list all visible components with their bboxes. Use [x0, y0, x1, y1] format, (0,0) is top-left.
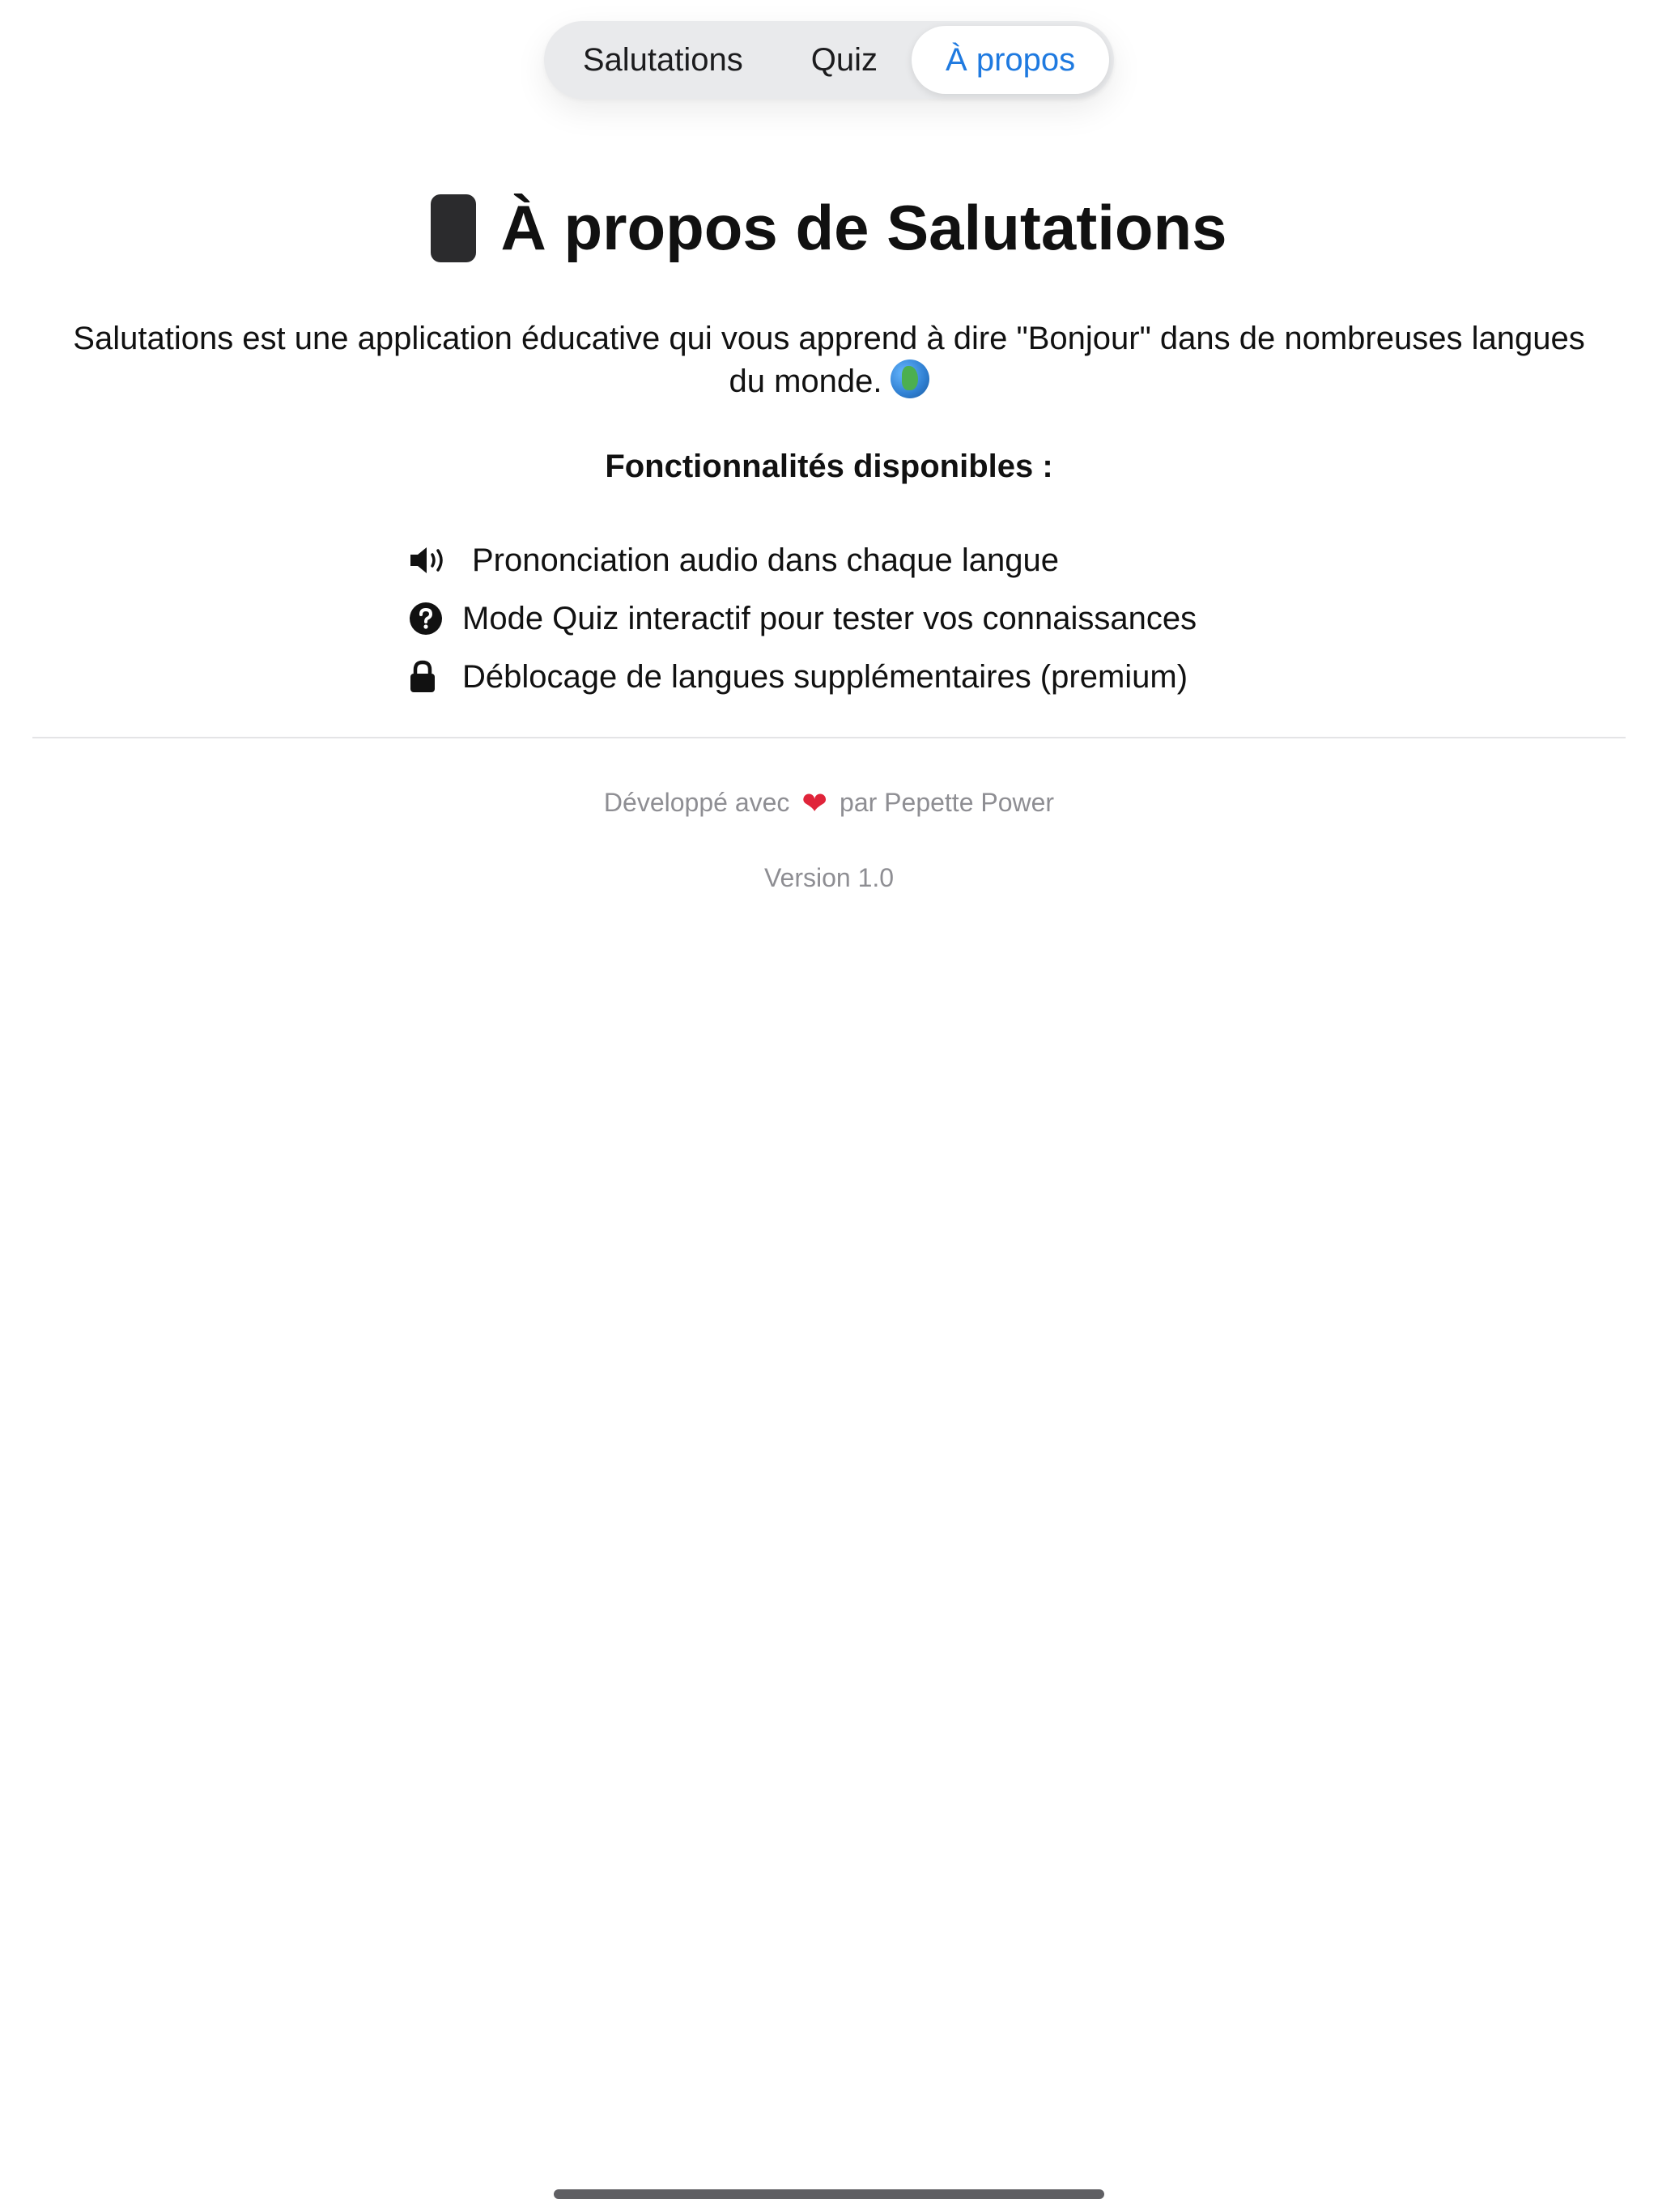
feature-label: Déblocage de langues supplémentaires (premium) [462, 658, 1188, 695]
tab-bar-container [0, 21, 1658, 99]
credit-prefix: Développé avec [603, 788, 790, 817]
features-list [409, 531, 1197, 706]
home-indicator[interactable] [554, 2189, 1104, 2199]
credit-line [0, 785, 1658, 822]
globe-icon [891, 359, 929, 398]
divider [32, 737, 1626, 738]
features-heading: Fonctionnalités disponibles : [605, 449, 1053, 484]
mobile-phone-icon [431, 194, 476, 262]
heart-icon: ❤ [801, 787, 828, 821]
version-label: Version 1.0 [763, 863, 895, 892]
speaker-icon [409, 544, 453, 576]
tab-salutations[interactable]: Salutations [582, 41, 743, 78]
intro-text: Salutations est une application éducative qui vous apprend à dire "Bonjour" dans de nombreuses langues du monde. [73, 321, 1585, 399]
segmented-tab-bar [544, 21, 1114, 99]
intro-paragraph [65, 317, 1593, 402]
tab-quiz[interactable]: Quiz [810, 41, 878, 78]
feature-label: Mode Quiz interactif pour tester vos connaissances [462, 600, 1197, 636]
lock-icon [409, 660, 448, 694]
question-circle-icon [409, 602, 448, 636]
page-title [0, 191, 1658, 265]
feature-item [409, 589, 1197, 648]
feature-label: Prononciation audio dans chaque langue [472, 542, 1060, 578]
credit-suffix: par Pepette Power [840, 788, 1055, 817]
feature-item [409, 531, 1197, 589]
page-title-text: À propos de Salutations [500, 192, 1227, 263]
tab-a-propos[interactable]: À propos [912, 26, 1109, 94]
feature-item [409, 648, 1197, 706]
